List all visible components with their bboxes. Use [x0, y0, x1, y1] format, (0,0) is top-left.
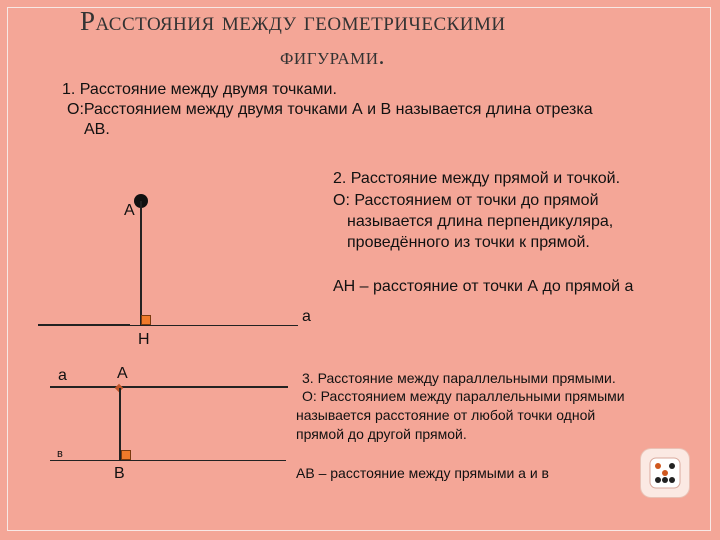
section1-heading: 1. Расстояние между двумя точками. [62, 81, 337, 98]
section3-definition-line3: прямой до другой прямой. [296, 426, 467, 442]
section2-note: АН – расстояние от точки А до прямой а [333, 278, 634, 295]
section3-note: АВ – расстояние между прямыми а и в [296, 465, 549, 481]
section2-heading: 2. Расстояние между прямой и точкой. [333, 170, 621, 187]
figure2-label-point-a: А [117, 365, 128, 382]
line-a-thin [130, 325, 298, 326]
section1-definition-line1: О:Расстоянием между двумя точками А и В называется длина отрезка [67, 101, 593, 118]
figure1-label-a: А [124, 202, 135, 219]
perpendicular-ah [140, 201, 142, 325]
section3-definition-line1: О: Расстоянием между параллельными прямыми [302, 388, 625, 404]
section2-definition-line1: О: Расстоянием от точки до прямой [333, 192, 599, 209]
parallel-line-a [50, 386, 288, 388]
dice-icon [648, 456, 682, 490]
figure2-label-line-a: а [58, 367, 67, 384]
slide-nav-button[interactable] [641, 449, 689, 497]
figure1-label-h: Н [138, 331, 150, 348]
section3-heading: 3. Расстояние между параллельными прямыми. [302, 370, 616, 386]
line-a-thick [38, 324, 130, 326]
section3-definition-line2: называется расстояние от любой точки одной [296, 407, 596, 423]
section2-definition-line2: называется длина перпендикуляра, [347, 213, 614, 230]
section1-definition-line2: АВ. [84, 121, 110, 138]
parallel-line-b [50, 460, 286, 461]
slide-title-line1: Расстояния между геометрическими [80, 6, 506, 36]
slide-title-line2: фигурами. [280, 44, 386, 70]
figure2-label-point-b: В [114, 465, 125, 482]
section2-definition-line3: проведённого из точки к прямой. [347, 234, 590, 251]
figure1-label-line-a: а [302, 308, 311, 325]
right-angle-marker-b [121, 450, 131, 460]
right-angle-marker-h [141, 315, 151, 325]
figure2-label-line-b: в [57, 448, 63, 460]
